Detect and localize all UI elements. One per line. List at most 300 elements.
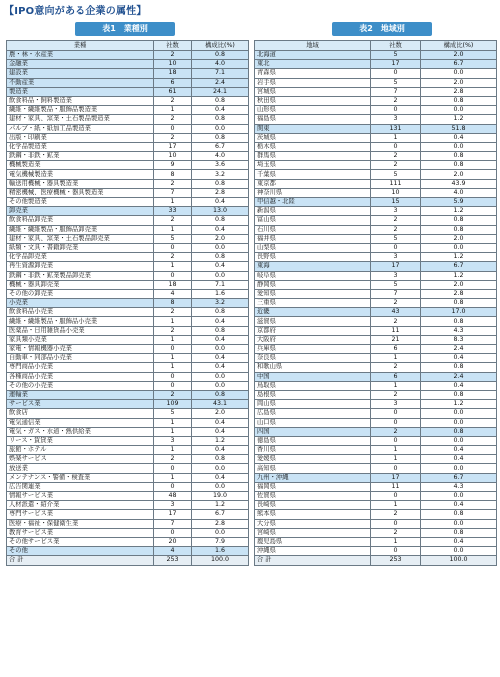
row-label: 山形県 — [255, 106, 371, 115]
row-label: 愛媛県 — [255, 455, 371, 464]
row-share: 0.4 — [421, 354, 497, 363]
table-row — [7, 317, 249, 326]
table-row — [7, 280, 249, 289]
row-share: 0.0 — [421, 547, 497, 556]
row-label: 鹿児島県 — [255, 537, 371, 546]
row-share: 1.2 — [421, 271, 497, 280]
row-share: 0.0 — [192, 381, 249, 390]
row-count: 5 — [371, 51, 421, 60]
column-header-region: 地域 — [255, 41, 371, 51]
row-count: 9 — [154, 161, 192, 170]
row-label: 飲食料品・飼料製造業 — [7, 96, 154, 105]
row-count: 1 — [154, 354, 192, 363]
table-row — [255, 317, 497, 326]
row-label: 山梨県 — [255, 243, 371, 252]
table-row — [7, 464, 249, 473]
table-row — [255, 482, 497, 491]
row-share: 0.0 — [421, 243, 497, 252]
table-row — [7, 418, 249, 427]
row-count: 2 — [154, 51, 192, 60]
table-row — [7, 289, 249, 298]
table-row — [255, 289, 497, 298]
row-share: 1.2 — [421, 207, 497, 216]
category-row — [7, 60, 249, 69]
table-header-row — [7, 41, 249, 51]
row-share: 51.8 — [421, 124, 497, 133]
table-row — [255, 390, 497, 399]
row-count: 6 — [154, 78, 192, 87]
row-share: 0.4 — [421, 133, 497, 142]
row-label: サービス業 — [7, 400, 154, 409]
row-count: 2 — [154, 253, 192, 262]
table-row — [255, 519, 497, 528]
category-row — [255, 308, 497, 317]
row-share: 0.4 — [192, 427, 249, 436]
table-row — [255, 170, 497, 179]
row-label: 卸売業 — [7, 207, 154, 216]
row-count: 0 — [154, 124, 192, 133]
row-share: 0.4 — [421, 537, 497, 546]
row-share: 43.1 — [192, 400, 249, 409]
row-share: 0.4 — [192, 473, 249, 482]
row-label: 専門商品小売業 — [7, 363, 154, 372]
row-share: 0.4 — [192, 225, 249, 234]
column-header-share: 構成比(%) — [192, 41, 249, 51]
row-count: 11 — [371, 482, 421, 491]
row-label: 北海道 — [255, 51, 371, 60]
row-count: 1 — [154, 317, 192, 326]
row-share: 0.8 — [421, 510, 497, 519]
row-count: 5 — [154, 409, 192, 418]
row-label: 関東 — [255, 124, 371, 133]
row-label: 神奈川県 — [255, 188, 371, 197]
row-label: 宮崎県 — [255, 528, 371, 537]
row-label: 輸送用機械・器具製造業 — [7, 179, 154, 188]
table-row — [255, 271, 497, 280]
row-share: 4.0 — [192, 60, 249, 69]
table-row — [7, 354, 249, 363]
row-label: 京都府 — [255, 326, 371, 335]
table-row — [255, 547, 497, 556]
row-count: 1 — [371, 501, 421, 510]
row-share: 0.0 — [192, 528, 249, 537]
row-label: 農・林・水産業 — [7, 51, 154, 60]
table-row — [255, 492, 497, 501]
row-share: 0.8 — [192, 96, 249, 105]
row-count: 0 — [154, 464, 192, 473]
category-row — [7, 69, 249, 78]
row-share: 6.7 — [421, 60, 497, 69]
table-row — [255, 528, 497, 537]
row-label: 情報サービス業 — [7, 492, 154, 501]
row-count: 2 — [371, 510, 421, 519]
row-share: 0.4 — [192, 317, 249, 326]
table-row — [255, 464, 497, 473]
row-label: 鉄鋼・非鉄・鉱業 — [7, 152, 154, 161]
row-share: 7.1 — [192, 69, 249, 78]
row-label: 長野県 — [255, 253, 371, 262]
row-count: 2 — [154, 96, 192, 105]
row-label: その他の卸売業 — [7, 289, 154, 298]
table-row — [255, 152, 497, 161]
row-count: 2 — [154, 308, 192, 317]
row-share: 6.7 — [421, 473, 497, 482]
row-label: 佐賀県 — [255, 492, 371, 501]
row-label: 運輸業 — [7, 390, 154, 399]
row-count: 3 — [371, 400, 421, 409]
row-share: 0.0 — [192, 243, 249, 252]
row-count: 1 — [154, 225, 192, 234]
category-row — [255, 473, 497, 482]
row-share: 0.8 — [421, 161, 497, 170]
table-row — [255, 78, 497, 87]
column-header-share: 構成比(%) — [421, 41, 497, 51]
row-count: 1 — [371, 537, 421, 546]
row-share: 8.3 — [421, 335, 497, 344]
table-row — [255, 133, 497, 142]
row-share: 0.8 — [192, 216, 249, 225]
row-label: 飲食店 — [7, 409, 154, 418]
row-share: 0.4 — [192, 198, 249, 207]
column-header-count: 社数 — [371, 41, 421, 51]
table-row — [255, 446, 497, 455]
row-label: 茨城県 — [255, 133, 371, 142]
row-count: 2 — [371, 161, 421, 170]
total-share: 100.0 — [192, 556, 249, 565]
row-count: 0 — [154, 243, 192, 252]
table-row — [7, 96, 249, 105]
row-share: 0.4 — [192, 363, 249, 372]
row-count: 17 — [154, 142, 192, 151]
column-header-industry: 業種 — [7, 41, 154, 51]
row-label: 建材・家具、窯業・土石製品製造業 — [7, 115, 154, 124]
table-row — [255, 326, 497, 335]
row-count: 1 — [371, 446, 421, 455]
row-label: 化学品製造業 — [7, 142, 154, 151]
row-share: 0.0 — [421, 142, 497, 151]
row-count: 5 — [371, 234, 421, 243]
row-count: 7 — [371, 289, 421, 298]
table-row — [255, 69, 497, 78]
table-row — [7, 225, 249, 234]
row-label: 長崎県 — [255, 501, 371, 510]
row-label: 再生資源卸売業 — [7, 262, 154, 271]
row-share: 2.4 — [421, 372, 497, 381]
table1-caption: 表1 業種別 — [75, 22, 175, 36]
row-label: 近畿 — [255, 308, 371, 317]
row-count: 10 — [371, 188, 421, 197]
row-count: 0 — [371, 106, 421, 115]
table-row — [7, 271, 249, 280]
row-share: 4.3 — [421, 326, 497, 335]
row-share: 0.8 — [421, 96, 497, 105]
row-label: 建材・家具、窯業・土石製品卸売業 — [7, 234, 154, 243]
row-count: 1 — [154, 473, 192, 482]
row-label: 甲信越・北陸 — [255, 198, 371, 207]
table-row — [7, 234, 249, 243]
table-row — [7, 170, 249, 179]
row-label: 滋賀県 — [255, 317, 371, 326]
row-label: 電気通信業 — [7, 418, 154, 427]
row-label: 千葉県 — [255, 170, 371, 179]
table-row — [7, 519, 249, 528]
row-share: 13.0 — [192, 207, 249, 216]
row-count: 0 — [371, 243, 421, 252]
table-row — [7, 473, 249, 482]
row-share: 0.0 — [421, 418, 497, 427]
row-share: 6.7 — [192, 142, 249, 151]
row-label: 広告関連業 — [7, 482, 154, 491]
row-count: 3 — [371, 271, 421, 280]
row-count: 61 — [154, 87, 192, 96]
row-count: 10 — [154, 60, 192, 69]
row-label: 中国 — [255, 372, 371, 381]
row-label: 繊維・繊維製品・服飾品小売業 — [7, 317, 154, 326]
table-row — [7, 253, 249, 262]
row-label: 製造業 — [7, 87, 154, 96]
row-share: 17.0 — [421, 308, 497, 317]
row-label: 教育サービス業 — [7, 528, 154, 537]
total-row — [7, 556, 249, 565]
table-row — [7, 372, 249, 381]
row-label: 東北 — [255, 60, 371, 69]
category-row — [7, 299, 249, 308]
row-label: 青森県 — [255, 69, 371, 78]
table-row — [7, 161, 249, 170]
row-label: 福岡県 — [255, 482, 371, 491]
row-label: 鳥取県 — [255, 381, 371, 390]
row-share: 2.8 — [421, 87, 497, 96]
row-count: 2 — [371, 528, 421, 537]
row-count: 0 — [371, 547, 421, 556]
table-row — [255, 436, 497, 445]
row-label: 石川県 — [255, 225, 371, 234]
row-count: 4 — [154, 547, 192, 556]
row-count: 1 — [154, 198, 192, 207]
row-share: 2.0 — [421, 51, 497, 60]
row-count: 2 — [154, 179, 192, 188]
row-count: 17 — [371, 262, 421, 271]
row-share: 4.0 — [192, 152, 249, 161]
industry-table-body — [7, 51, 249, 566]
table-row — [255, 345, 497, 354]
row-count: 2 — [154, 455, 192, 464]
row-share: 0.8 — [421, 528, 497, 537]
row-share: 0.4 — [421, 381, 497, 390]
table-row — [7, 482, 249, 491]
row-share: 0.8 — [421, 363, 497, 372]
table-row — [7, 345, 249, 354]
table-row — [7, 537, 249, 546]
row-label: 飲食料品小売業 — [7, 308, 154, 317]
row-share: 0.8 — [192, 390, 249, 399]
total-row — [255, 556, 497, 565]
table-row — [7, 446, 249, 455]
row-share: 0.8 — [192, 455, 249, 464]
row-label: 広島県 — [255, 409, 371, 418]
table-row — [255, 354, 497, 363]
row-label: 高知県 — [255, 464, 371, 473]
row-count: 15 — [371, 198, 421, 207]
row-share: 0.4 — [421, 455, 497, 464]
row-label: 医薬品・日用雑貨品小売業 — [7, 326, 154, 335]
row-share: 0.4 — [421, 501, 497, 510]
row-count: 0 — [371, 464, 421, 473]
row-share: 0.4 — [192, 446, 249, 455]
row-label: 医療・福祉・保健衛生業 — [7, 519, 154, 528]
row-label: 人材派遣・紹介業 — [7, 501, 154, 510]
row-share: 0.0 — [192, 482, 249, 491]
row-label: 香川県 — [255, 446, 371, 455]
category-row — [7, 207, 249, 216]
table-row — [255, 299, 497, 308]
table-row — [255, 253, 497, 262]
row-count: 0 — [371, 418, 421, 427]
row-label: 沖縄県 — [255, 547, 371, 556]
category-row — [255, 51, 497, 60]
row-count: 2 — [371, 317, 421, 326]
row-label: 各種商品小売業 — [7, 372, 154, 381]
category-row — [7, 87, 249, 96]
row-count: 2 — [371, 427, 421, 436]
total-share: 100.0 — [421, 556, 497, 565]
page-title: 【IPO意向がある企業の属性】 — [4, 6, 147, 17]
row-label: 新潟県 — [255, 207, 371, 216]
category-row — [7, 78, 249, 87]
row-count: 1 — [154, 262, 192, 271]
row-count: 10 — [154, 152, 192, 161]
row-label: 群馬県 — [255, 152, 371, 161]
row-label: 東海 — [255, 262, 371, 271]
row-label: 四国 — [255, 427, 371, 436]
row-label: 鉄鋼・非鉄・鉱業製品卸売業 — [7, 271, 154, 280]
row-count: 2 — [154, 216, 192, 225]
row-count: 0 — [154, 271, 192, 280]
total-label: 合 計 — [255, 556, 371, 565]
row-label: 機械・器具卸売業 — [7, 280, 154, 289]
row-share: 2.8 — [192, 519, 249, 528]
row-count: 0 — [154, 528, 192, 537]
table-row — [7, 427, 249, 436]
table2-caption: 表2 地域別 — [332, 22, 432, 36]
row-label: 旅館・ホテル — [7, 446, 154, 455]
row-count: 33 — [154, 207, 192, 216]
row-share: 0.0 — [192, 124, 249, 133]
table-row — [255, 381, 497, 390]
industry-table — [6, 40, 249, 566]
row-label: 紙類・文具・書籍卸売業 — [7, 243, 154, 252]
row-count: 6 — [371, 345, 421, 354]
row-share: 2.0 — [421, 280, 497, 289]
row-count: 21 — [371, 335, 421, 344]
row-count: 2 — [371, 216, 421, 225]
total-count: 253 — [371, 556, 421, 565]
row-share: 0.4 — [192, 262, 249, 271]
row-label: 繊維・繊維製品・服飾品卸売業 — [7, 225, 154, 234]
table-row — [255, 87, 497, 96]
row-count: 5 — [371, 78, 421, 87]
row-share: 0.8 — [421, 390, 497, 399]
row-share: 0.0 — [421, 519, 497, 528]
row-share: 0.8 — [421, 225, 497, 234]
row-share: 2.4 — [421, 345, 497, 354]
table-row — [255, 234, 497, 243]
table-row — [255, 280, 497, 289]
row-share: 0.0 — [421, 464, 497, 473]
row-share: 43.9 — [421, 179, 497, 188]
row-share: 6.7 — [192, 510, 249, 519]
row-share: 0.0 — [192, 372, 249, 381]
row-count: 0 — [154, 482, 192, 491]
row-count: 17 — [371, 60, 421, 69]
row-share: 1.6 — [192, 547, 249, 556]
row-share: 0.8 — [192, 253, 249, 262]
row-share: 0.8 — [421, 152, 497, 161]
row-count: 17 — [154, 510, 192, 519]
row-share: 3.6 — [192, 161, 249, 170]
row-count: 20 — [154, 537, 192, 546]
row-label: メンテナンス・警備・検査業 — [7, 473, 154, 482]
row-share: 0.8 — [192, 179, 249, 188]
table-row — [255, 216, 497, 225]
row-share: 0.8 — [421, 299, 497, 308]
row-share: 0.0 — [192, 345, 249, 354]
row-count: 0 — [371, 492, 421, 501]
table-header-row — [255, 41, 497, 51]
row-share: 0.8 — [192, 326, 249, 335]
row-count: 1 — [154, 418, 192, 427]
table-row — [7, 363, 249, 372]
row-count: 2 — [371, 96, 421, 105]
row-share: 2.0 — [421, 78, 497, 87]
row-share: 6.7 — [421, 262, 497, 271]
row-label: 福島県 — [255, 115, 371, 124]
row-share: 2.8 — [192, 188, 249, 197]
category-row — [255, 427, 497, 436]
table-row — [255, 363, 497, 372]
table-row — [255, 418, 497, 427]
row-count: 11 — [371, 326, 421, 335]
row-label: 島根県 — [255, 390, 371, 399]
row-count: 3 — [154, 501, 192, 510]
row-share: 0.0 — [421, 106, 497, 115]
row-share: 7.1 — [192, 280, 249, 289]
row-share: 4.0 — [421, 188, 497, 197]
row-count: 2 — [371, 363, 421, 372]
row-count: 0 — [154, 345, 192, 354]
row-count: 5 — [154, 234, 192, 243]
row-label: 家具類小売業 — [7, 335, 154, 344]
table-row — [255, 455, 497, 464]
row-label: 金融業 — [7, 60, 154, 69]
row-label: 娯楽サービス — [7, 455, 154, 464]
row-count: 1 — [154, 446, 192, 455]
row-count: 2 — [154, 390, 192, 399]
table-row — [255, 106, 497, 115]
row-label: 機械製造業 — [7, 161, 154, 170]
table-row — [255, 225, 497, 234]
row-label: 埼玉県 — [255, 161, 371, 170]
row-label: 電気・ガス・水道・熱供給業 — [7, 427, 154, 436]
row-count: 17 — [371, 473, 421, 482]
table-row — [255, 510, 497, 519]
row-share: 0.8 — [421, 427, 497, 436]
row-count: 1 — [371, 133, 421, 142]
row-share: 0.4 — [192, 418, 249, 427]
row-label: パルプ・紙・紙加工品製造業 — [7, 124, 154, 133]
row-label: 熊本県 — [255, 510, 371, 519]
row-label: 化学品卸売業 — [7, 253, 154, 262]
